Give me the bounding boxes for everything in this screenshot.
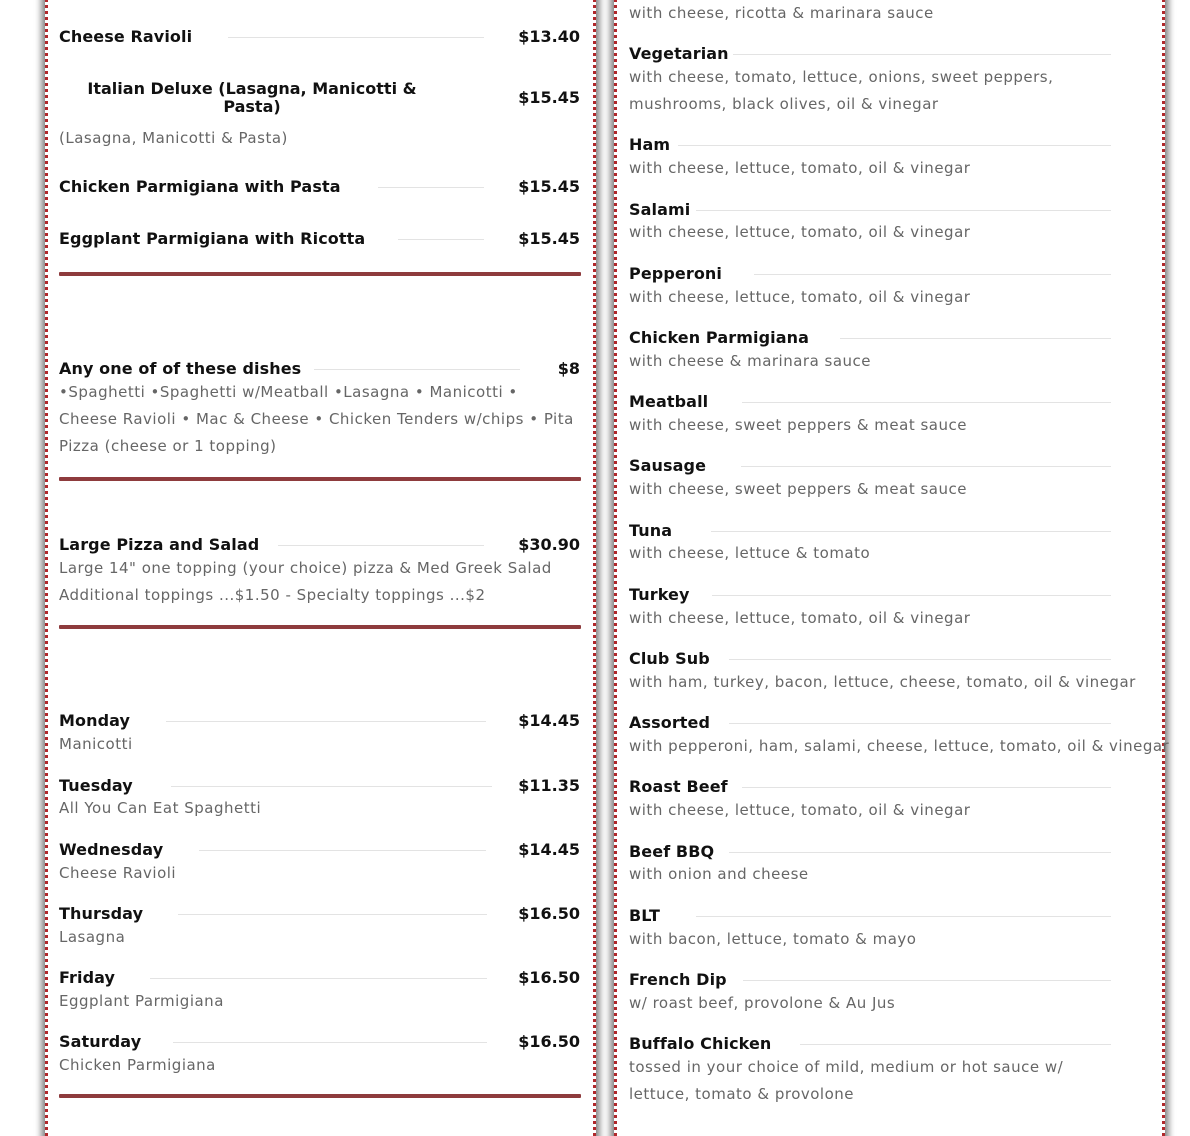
special-day: Monday <box>59 711 131 730</box>
leader-line <box>314 369 520 370</box>
sub-name: Assorted <box>629 713 711 732</box>
sub-desc: with cheese, lettuce, tomato, oil & vinegar <box>629 223 971 241</box>
sub-desc: with cheese, sweet peppers & meat sauce <box>629 480 967 498</box>
sub-name: French Dip <box>629 970 727 989</box>
special-dish: Manicotti <box>59 735 133 753</box>
special-price: $16.50 <box>518 904 580 923</box>
leader-line <box>840 338 1111 339</box>
sub-name: Meatball <box>629 392 709 411</box>
leader-line <box>729 852 1111 853</box>
sub-desc: with cheese, lettuce, tomato, oil & vinegar <box>629 609 971 627</box>
leader-line <box>742 402 1111 403</box>
sub-desc: with bacon, lettuce, tomato & mayo <box>629 930 917 948</box>
item-price-chicken-parm-pasta: $15.45 <box>518 177 580 196</box>
item-price-eggplant-parm: $15.45 <box>518 229 580 248</box>
leader-line <box>398 239 484 240</box>
leader-line <box>742 787 1111 788</box>
item-price-italian-deluxe: $15.45 <box>518 88 580 107</box>
item-name-cheese-ravioli: Cheese Ravioli <box>59 27 193 46</box>
sub-name: Sausage <box>629 456 707 475</box>
special-price: $14.45 <box>518 840 580 859</box>
item-name-italian-deluxe: Italian Deluxe (Lasagna, Manicotti & Pasta) <box>87 79 417 116</box>
leader-line <box>800 1044 1111 1045</box>
leader-line <box>228 37 484 38</box>
sub-name: Salami <box>629 200 691 219</box>
leader-line <box>712 595 1111 596</box>
sub-desc: w/ roast beef, provolone & Au Jus <box>629 994 896 1012</box>
sub-desc: with cheese, lettuce, tomato, oil & vinegar <box>629 288 971 306</box>
sub-desc: with pepperoni, ham, salami, cheese, lettuce, tomato, oil & vinegar <box>629 737 1170 755</box>
sub-name: Beef BBQ <box>629 842 715 861</box>
item-name-any-one: Any one of of these dishes <box>59 359 302 378</box>
special-day: Friday <box>59 968 116 987</box>
special-price: $11.35 <box>518 776 580 795</box>
section-divider <box>59 1094 581 1098</box>
sub-desc: with ham, turkey, bacon, lettuce, cheese, tomato, oil & vinegar <box>629 673 1136 691</box>
sub-desc: with cheese & marinara sauce <box>629 352 872 370</box>
sub-name: BLT <box>629 906 660 925</box>
item-price-any-one: $8 <box>557 359 580 378</box>
item-name-pizza-salad: Large Pizza and Salad <box>59 535 260 554</box>
special-dish: Chicken Parmigiana <box>59 1056 216 1074</box>
special-day: Wednesday <box>59 840 164 859</box>
leader-line <box>743 980 1111 981</box>
sub-name: Chicken Parmigiana <box>629 328 809 347</box>
special-day: Tuesday <box>59 776 133 795</box>
sub-name: Turkey <box>629 585 690 604</box>
special-price: $16.50 <box>518 968 580 987</box>
leader-line <box>696 916 1111 917</box>
leader-line <box>278 545 484 546</box>
leader-line <box>166 721 486 722</box>
sub-desc: with cheese, lettuce & tomato <box>629 544 871 562</box>
item-name-chicken-parm-pasta: Chicken Parmigiana with Pasta <box>59 177 341 196</box>
special-day: Saturday <box>59 1032 142 1051</box>
sub-name: Pepperoni <box>629 264 722 283</box>
section-divider <box>59 272 581 276</box>
sub-desc: with onion and cheese <box>629 865 809 883</box>
special-dish: Cheese Ravioli <box>59 864 177 882</box>
item-desc-any-one: •Spaghetti •Spaghetti w/Meatball •Lasagna • Manicotti • Cheese Ravioli • Mac & Cheese • Chicken Tenders w/chips • Pita Pizza (cheese or 1 topping) <box>59 383 574 455</box>
item-price-cheese-ravioli: $13.40 <box>518 27 580 46</box>
sub-name: Club Sub <box>629 649 710 668</box>
special-dish: Lasagna <box>59 928 126 946</box>
special-price: $16.50 <box>518 1032 580 1051</box>
leader-line <box>378 187 484 188</box>
leader-line <box>178 914 487 915</box>
section-divider <box>59 625 581 629</box>
sub-desc: with cheese, lettuce, tomato, oil & vinegar <box>629 159 971 177</box>
special-day: Thursday <box>59 904 144 923</box>
sub-desc: with cheese, lettuce, tomato, oil & vinegar <box>629 801 971 819</box>
item-desc-italian-deluxe: (Lasagna, Manicotti & Pasta) <box>59 129 288 147</box>
item-name-eggplant-parm: Eggplant Parmigiana with Ricotta <box>59 229 366 248</box>
item-desc-top: with cheese, ricotta & marinara sauce <box>629 4 934 22</box>
sub-name: Buffalo Chicken <box>629 1034 772 1053</box>
item-price-pizza-salad: $30.90 <box>518 535 580 554</box>
leader-line <box>696 210 1111 211</box>
leader-line <box>733 54 1111 55</box>
leader-line <box>741 466 1111 467</box>
leader-line <box>199 850 486 851</box>
leader-line <box>678 145 1111 146</box>
special-price: $14.45 <box>518 711 580 730</box>
leader-line <box>150 978 487 979</box>
sub-name: Tuna <box>629 521 673 540</box>
leader-line <box>729 723 1111 724</box>
special-dish: All You Can Eat Spaghetti <box>59 799 262 817</box>
sub-desc: with cheese, sweet peppers & meat sauce <box>629 416 967 434</box>
leader-line <box>711 531 1111 532</box>
leader-line <box>754 274 1111 275</box>
sub-desc: with cheese, tomato, lettuce, onions, sweet peppers, mushrooms, black olives, oil & vinegar <box>629 68 1054 113</box>
section-divider <box>59 477 581 481</box>
sub-name: Ham <box>629 135 671 154</box>
leader-line <box>171 786 492 787</box>
sub-desc: tossed in your choice of mild, medium or hot sauce w/ lettuce, tomato & provolone <box>629 1058 1064 1103</box>
leader-line <box>729 659 1111 660</box>
sub-name: Vegetarian <box>629 44 729 63</box>
special-dish: Eggplant Parmigiana <box>59 992 224 1010</box>
item-desc-pizza-salad: Large 14" one topping (your choice) pizza & Med Greek Salad Additional toppings ...$1.50 - Specialty toppings ...$2 <box>59 559 552 604</box>
leader-line <box>173 1042 487 1043</box>
sub-name: Roast Beef <box>629 777 728 796</box>
